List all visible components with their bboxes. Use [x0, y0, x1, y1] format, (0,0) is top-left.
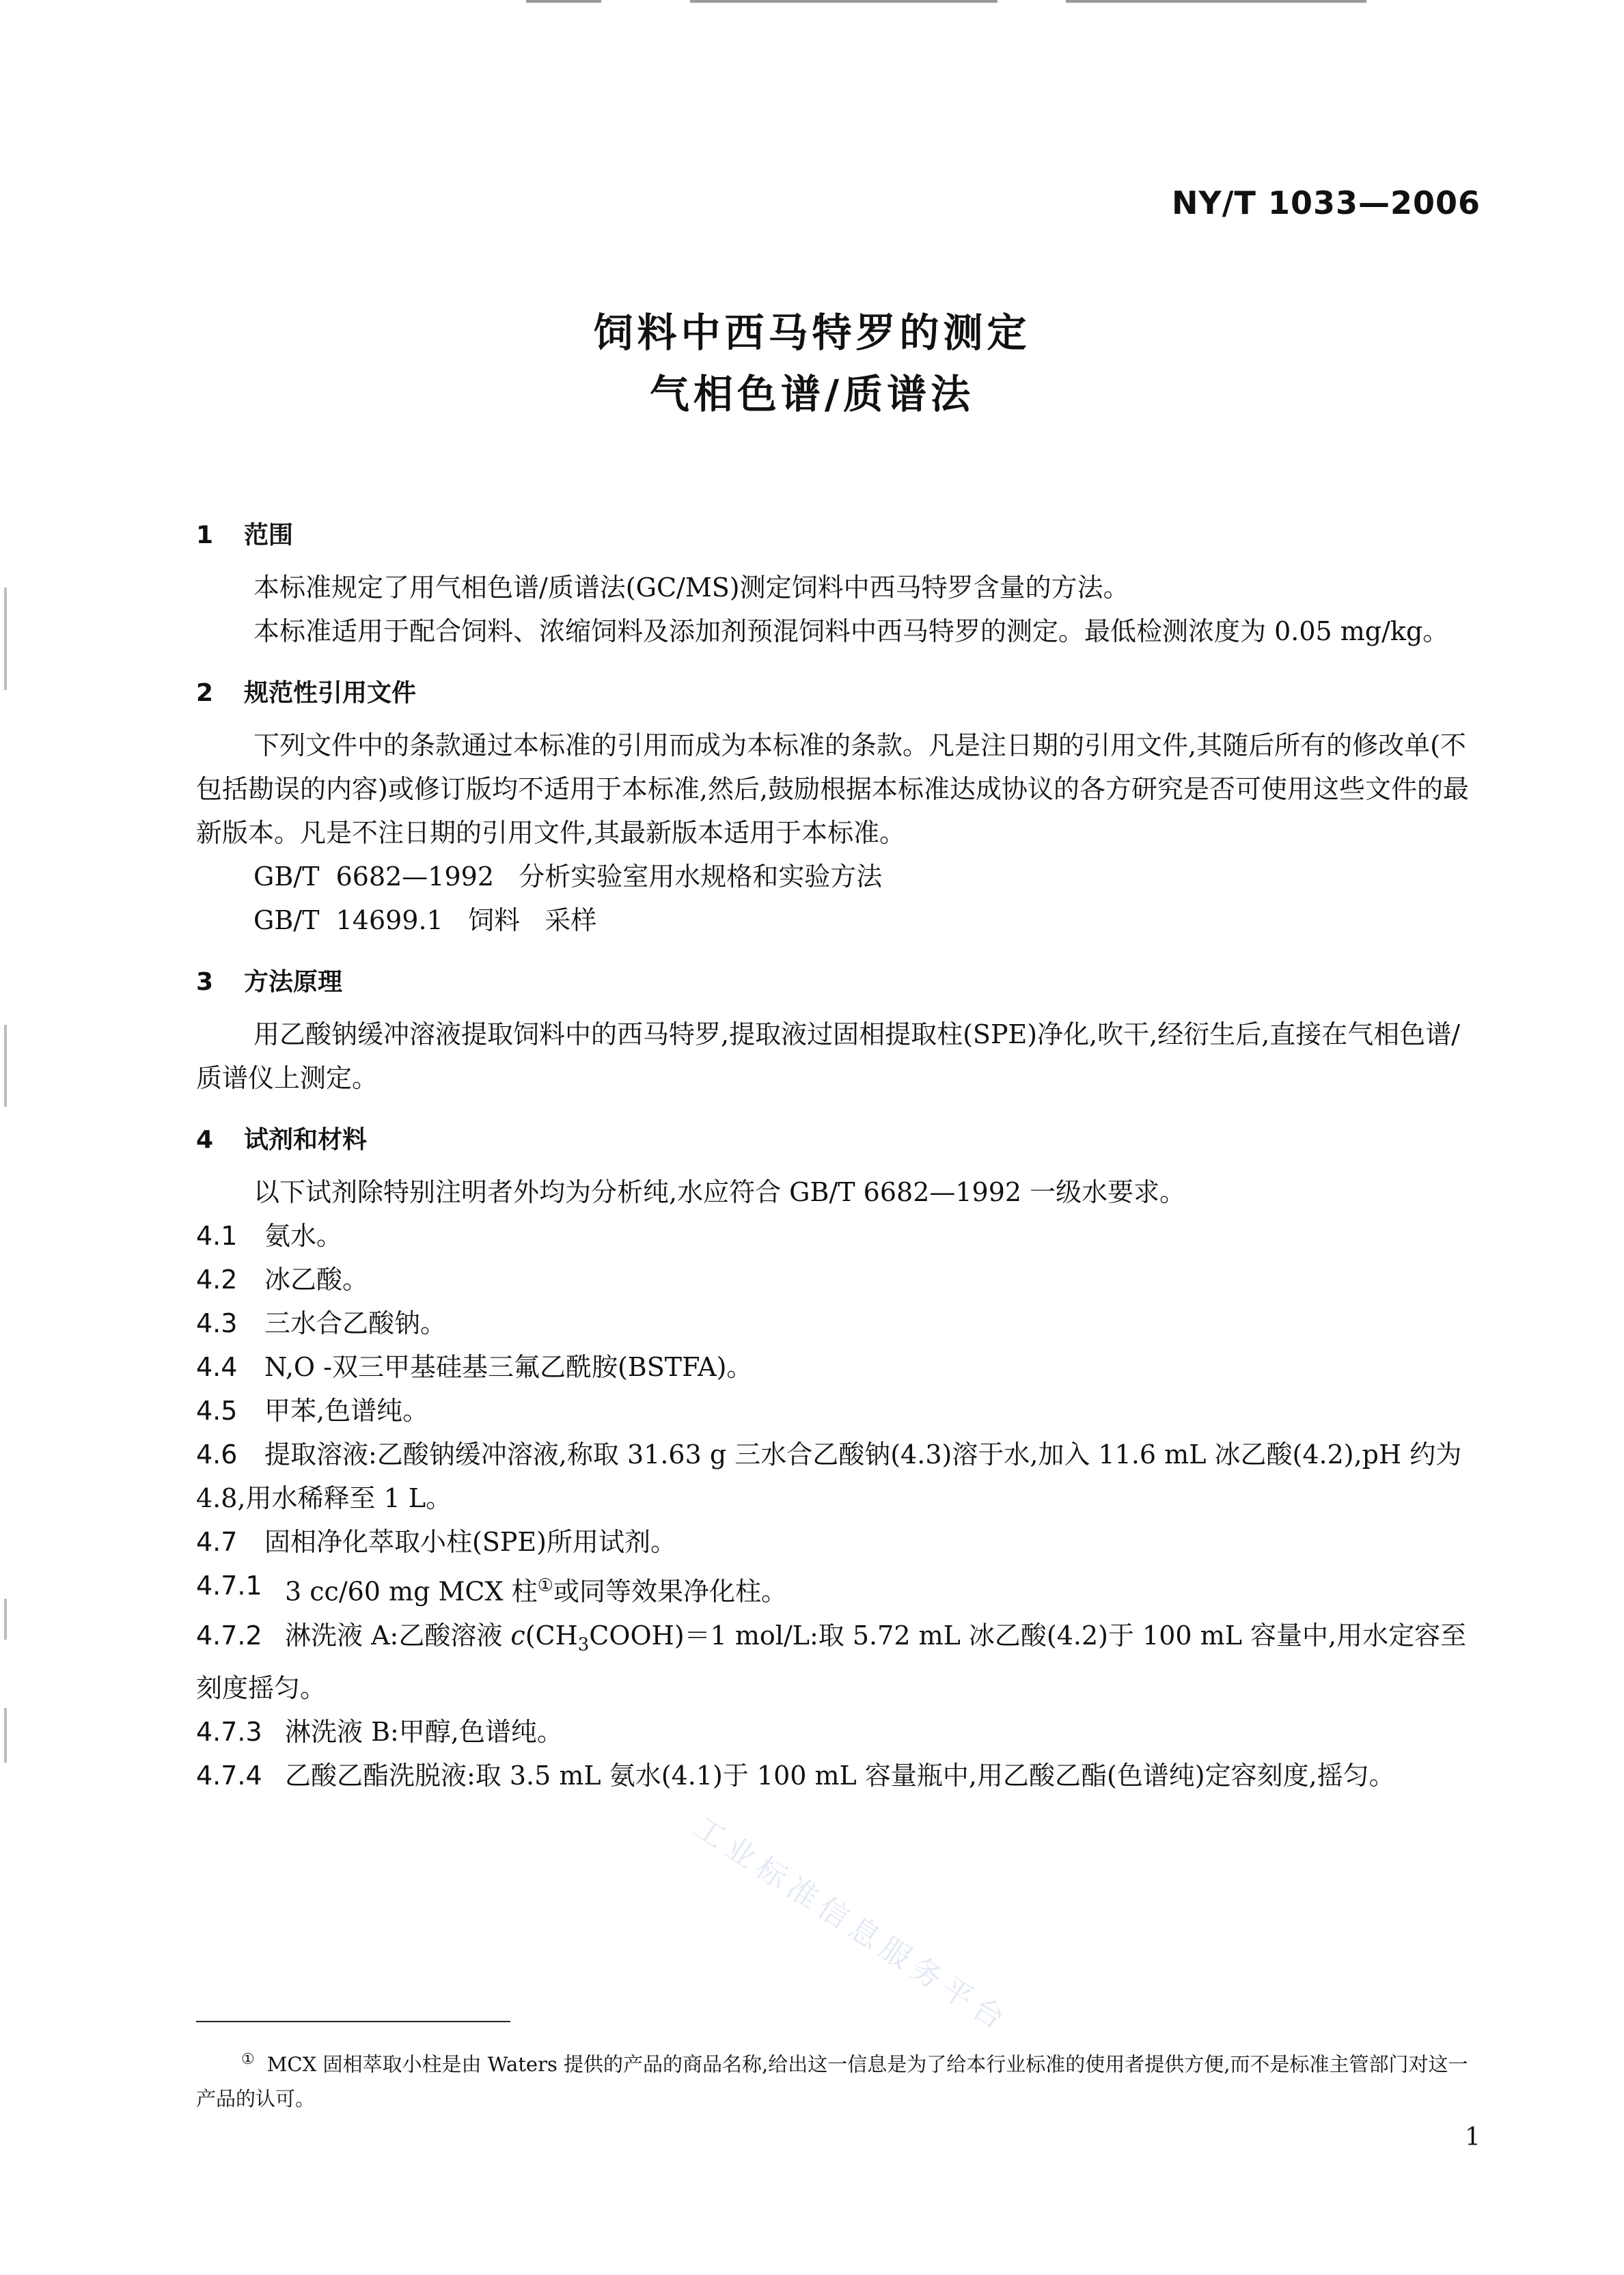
section-4-heading — [196, 1120, 1481, 1155]
scan-mark-left-1 — [4, 588, 7, 690]
item-text-part: COOH)＝1 mol/L:取 5.72 mL 冰乙酸(4.2)于 100 mL 容量中,用水定容至刻度摇匀。 — [196, 1620, 1467, 1704]
section-2-heading — [196, 674, 1481, 708]
paragraph: 用乙酸钠缓冲溶液提取饲料中的西马特罗,提取液过固相提取柱(SPE)净化,吹干,经衍生后,直接在气相色谱/质谱仪上测定。 — [196, 1019, 1461, 1093]
item-number: 4.7.3 — [196, 1717, 262, 1748]
list-item — [196, 1345, 1481, 1389]
item-text: N,O -双三甲基硅基三氟乙酰胺(BSTFA)。 — [264, 1352, 753, 1382]
footnote-text: MCX 固相萃取小柱是由 Waters 提供的产品的商品名称,给出这一信息是为了给本行业标准的使用者提供方便,而不是标准主管部门对这一产品的认可。 — [196, 2052, 1468, 2110]
item-text-part: c — [510, 1620, 525, 1651]
scan-mark-top-center — [690, 0, 997, 3]
section-1-heading — [196, 516, 1481, 551]
section-title: 规范性引用文件 — [244, 679, 417, 707]
footnote — [196, 2043, 1481, 2116]
item-text — [285, 1564, 787, 1614]
item-number: 4.7.4 — [196, 1761, 262, 1791]
page-number: 1 — [1465, 2123, 1481, 2151]
list-item — [196, 1520, 1481, 1564]
scan-mark-left-2 — [4, 1025, 7, 1107]
paragraph: 以下试剂除特别注明者外均为分析纯,水应符合 GB/T 6682—1992 一级水要求。 — [253, 1177, 1186, 1207]
section-number: 1 — [196, 521, 214, 549]
scan-mark-top-left — [526, 0, 601, 3]
list-item — [196, 1433, 1481, 1520]
item-text: 淋洗液 B:甲醇,色谱纯。 — [285, 1717, 563, 1748]
item-number: 4.4 — [196, 1352, 238, 1382]
list-item — [196, 1301, 1481, 1345]
item-text-part: 或同等效果净化柱。 — [553, 1576, 787, 1607]
subscript: 3 — [577, 1634, 590, 1655]
item-text-part: (CH — [525, 1620, 578, 1651]
item-text: 冰乙酸。 — [264, 1265, 369, 1295]
list-item — [196, 1258, 1481, 1301]
list-item — [196, 1564, 1481, 1614]
item-number: 4.1 — [196, 1221, 238, 1251]
list-item — [196, 1214, 1481, 1258]
paragraph: 本标准规定了用气相色谱/质谱法(GC/MS)测定饲料中西马特罗含量的方法。 — [253, 573, 1129, 603]
item-text: 氨水。 — [264, 1221, 343, 1251]
section-title: 范围 — [244, 521, 294, 549]
paragraph: 下列文件中的条款通过本标准的引用而成为本标准的条款。凡是注日期的引用文件,其随后所有的修改单(不包括勘误的内容)或修订版均不适用于本标准,然后,鼓励根据本标准达成协议的各方研究是否可使用这些文件的最新版本。凡是不注日期的引用文件,其最新版本适用于本标准。 — [196, 730, 1469, 848]
item-text: 甲苯,色谱纯。 — [264, 1396, 429, 1426]
section-title: 试剂和材料 — [244, 1126, 368, 1154]
paragraph: 本标准适用于配合饲料、浓缩饲料及添加剂预混饲料中西马特罗的测定。最低检测浓度为 0.05 mg/kg。 — [253, 616, 1449, 646]
item-number: 4.7.2 — [196, 1620, 262, 1651]
document-subtitle: 气相色谱/质谱法 — [649, 371, 975, 417]
item-text-part: 3 cc/60 mg MCX 柱 — [285, 1576, 538, 1607]
section-title: 方法原理 — [244, 968, 343, 996]
footnote-divider — [196, 2021, 510, 2022]
item-number: 4.3 — [196, 1308, 238, 1338]
reference-item: GB/T 6682—1992 分析实验室用水规格和实验方法 — [253, 861, 883, 892]
list-item — [196, 1614, 1481, 1711]
section-number: 4 — [196, 1126, 214, 1154]
item-text: 乙酸乙酯洗脱液:取 3.5 mL 氨水(4.1)于 100 mL 容量瓶中,用乙酸乙酯(色谱纯)定容刻度,摇匀。 — [285, 1761, 1395, 1791]
reference-item: GB/T 14699.1 饲料 采样 — [253, 905, 597, 935]
list-item — [196, 1710, 1481, 1754]
item-number: 4.7.1 — [196, 1571, 262, 1601]
item-text-part: 淋洗液 A:乙酸溶液 — [285, 1620, 511, 1651]
item-number: 4.5 — [196, 1396, 238, 1426]
footnote-reference[interactable]: ① — [537, 1575, 553, 1596]
document-code: NY/T 1033—2006 — [1171, 184, 1481, 221]
scan-mark-top-right — [1066, 0, 1366, 3]
scan-mark-left-3 — [4, 1599, 7, 1640]
item-number: 4.2 — [196, 1265, 238, 1295]
item-text: 提取溶液:乙酸钠缓冲溶液,称取 31.63 g 三水合乙酸钠(4.3)溶于水,加入 11.6 mL 冰乙酸(4.2),pH 约为 4.8,用水稀释至 1 L。 — [196, 1439, 1462, 1513]
scan-mark-left-4 — [4, 1708, 7, 1763]
document-body — [196, 516, 1481, 1797]
watermark: 工业标准信息服务平台 — [687, 1810, 1016, 2041]
section-3-heading — [196, 963, 1481, 997]
item-text: 固相净化萃取小柱(SPE)所用试剂。 — [264, 1527, 676, 1557]
document-title: 饲料中西马特罗的测定 — [593, 309, 1031, 356]
item-text: 三水合乙酸钠。 — [264, 1308, 447, 1338]
list-item — [196, 1389, 1481, 1433]
item-number: 4.6 — [196, 1439, 238, 1470]
item-number: 4.7 — [196, 1527, 238, 1557]
list-item — [196, 1754, 1481, 1797]
section-number: 2 — [196, 679, 214, 707]
section-number: 3 — [196, 968, 214, 996]
footnote-mark: ① — [241, 2051, 255, 2068]
